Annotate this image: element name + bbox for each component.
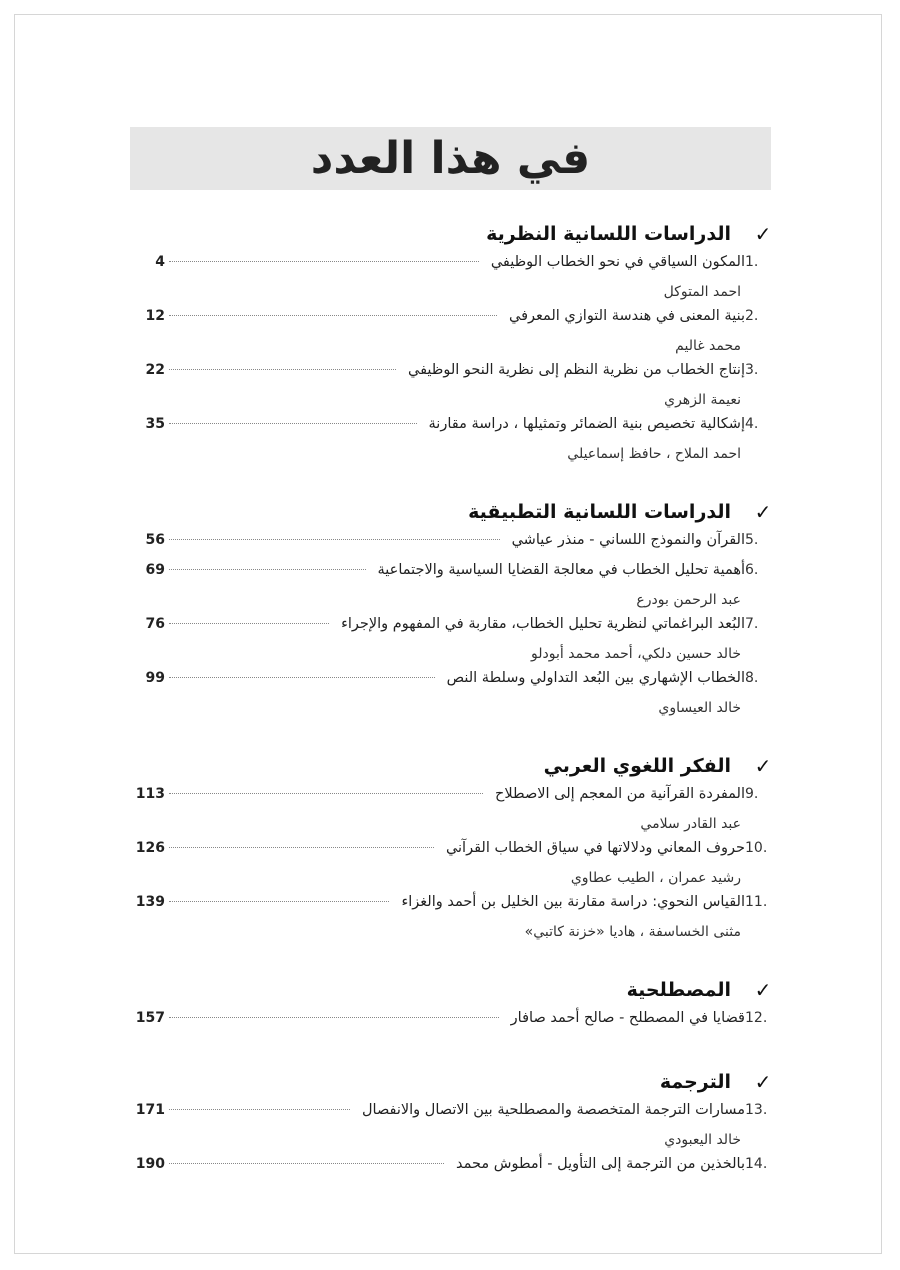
entry-number: 2.: [745, 308, 759, 324]
toc-entry[interactable]: [125, 416, 775, 466]
toc-section: [125, 1066, 775, 1182]
section-title: الترجمة: [659, 1071, 731, 1093]
dot-leader: [169, 676, 435, 678]
entry-number: 5.: [745, 532, 759, 548]
page-number: 35: [145, 416, 165, 432]
checkmark-icon: ✓: [754, 1070, 772, 1094]
entry-author: خالد العيساوي: [658, 700, 741, 716]
toc-section: [125, 750, 775, 944]
toc-entry[interactable]: [125, 254, 775, 304]
section-header: [125, 1066, 775, 1098]
entry-title: القياس النحوي: دراسة مقارنة بين الخليل بن أحمد والغزاء: [401, 894, 745, 910]
toc-entry[interactable]: [125, 1010, 775, 1036]
entry-author: خالد اليعبودي: [664, 1132, 741, 1148]
section-header: [125, 750, 775, 782]
page-number: 4: [155, 254, 165, 270]
entry-author: عبد الرحمن بودرع: [636, 592, 741, 608]
entry-author: مثنى الخساسفة ، هاديا «خزنة كاتبي»: [524, 924, 741, 940]
entry-author: عبد القادر سلامي: [640, 816, 741, 832]
entry-number: 1.: [745, 254, 759, 270]
section-title: الفكر اللغوي العربي: [543, 755, 731, 777]
section-title: الدراسات اللسانية التطبيقية: [468, 501, 731, 523]
entry-title: قضايا في المصطلح - صالح أحمد صافار: [510, 1010, 745, 1026]
entry-title: المكون السياقي في نحو الخطاب الوظيفي: [490, 254, 745, 270]
toc-entry[interactable]: [125, 616, 775, 666]
entry-title: المفردة القرآنية من المعجم إلى الاصطلاح: [495, 786, 745, 802]
entry-title: حروف المعاني ودلالاتها في سياق الخطاب القرآني: [445, 840, 745, 856]
toc-entry[interactable]: [125, 1102, 775, 1152]
entry-title: البُعد البراغماتي لنظرية تحليل الخطاب، مقاربة في المفهوم والإجراء: [341, 616, 745, 632]
toc-section: [125, 496, 775, 720]
dot-leader: [169, 900, 389, 902]
entry-title: بالخذين من الترجمة إلى التأويل - أمطوش محمد: [456, 1156, 745, 1172]
section-header: [125, 496, 775, 528]
page-number: 171: [135, 1102, 165, 1118]
table-of-contents: [125, 218, 775, 1212]
entry-number: 3.: [745, 362, 759, 378]
toc-entry[interactable]: [125, 562, 775, 612]
entry-title: إنتاج الخطاب من نظرية النظم إلى نظرية النحو الوظيفي: [408, 362, 745, 378]
toc-section: [125, 974, 775, 1036]
entry-number: 9.: [745, 786, 759, 802]
dot-leader: [169, 314, 497, 316]
checkmark-icon: ✓: [754, 500, 772, 524]
page-number: 12: [145, 308, 165, 324]
page-number: 157: [135, 1010, 165, 1026]
entry-author: احمد المتوكل: [663, 284, 741, 300]
page-number: 113: [135, 786, 165, 802]
toc-entry[interactable]: [125, 1156, 775, 1182]
toc-entry[interactable]: [125, 840, 775, 890]
toc-entry[interactable]: [125, 362, 775, 412]
page-number: 126: [135, 840, 165, 856]
entry-title: إشكالية تخصيص بنية الضمائر وتمثيلها ، دراسة مقارنة: [428, 416, 745, 432]
dot-leader: [169, 422, 417, 424]
entry-number: 4.: [745, 416, 759, 432]
entry-number: 6.: [745, 562, 759, 578]
dot-leader: [169, 368, 396, 370]
section-header: [125, 218, 775, 250]
page-number: 190: [135, 1156, 165, 1172]
entry-number: 7.: [745, 616, 759, 632]
section-title: المصطلحية: [626, 979, 731, 1001]
page-number: 69: [145, 562, 165, 578]
checkmark-icon: ✓: [754, 222, 772, 246]
entry-author: نعيمة الزهري: [664, 392, 741, 408]
entry-author: محمد غاليم: [675, 338, 741, 354]
toc-entry[interactable]: [125, 670, 775, 720]
entry-title: مسارات الترجمة المتخصصة والمصطلحية بين الاتصال والانفصال: [361, 1102, 745, 1118]
entry-title: بنية المعنى في هندسة التوازي المعرفي: [508, 308, 745, 324]
entry-number: 10.: [745, 840, 768, 856]
section-header: [125, 974, 775, 1006]
dot-leader: [169, 622, 329, 624]
entry-number: 14.: [745, 1156, 768, 1172]
page-number: 76: [145, 616, 165, 632]
entry-author: احمد الملاح ، حافظ إسماعيلي: [567, 446, 741, 462]
dot-leader: [169, 260, 479, 262]
entry-author: رشيد عمران ، الطيب عطاوي: [570, 870, 741, 886]
page-number: 22: [145, 362, 165, 378]
toc-entry[interactable]: [125, 894, 775, 944]
page-number: 56: [145, 532, 165, 548]
entry-title: الخطاب الإشهاري بين البُعد التداولي وسلطة النص: [446, 670, 745, 686]
entry-title: أهمية تحليل الخطاب في معالجة القضايا السياسية والاجتماعية: [377, 562, 745, 578]
section-title: الدراسات اللسانية النظرية: [486, 223, 731, 245]
checkmark-icon: ✓: [754, 754, 772, 778]
dot-leader: [169, 1016, 499, 1018]
page-title: في هذا العدد: [310, 133, 591, 184]
entry-number: 13.: [745, 1102, 768, 1118]
toc-section: [125, 218, 775, 466]
title-banner: [130, 127, 771, 190]
entry-author: خالد حسين دلكي، أحمد محمد أبودلو: [531, 646, 741, 662]
entry-number: 11.: [745, 894, 768, 910]
dot-leader: [169, 846, 434, 848]
dot-leader: [169, 1162, 444, 1164]
toc-entry[interactable]: [125, 308, 775, 358]
page-number: 99: [145, 670, 165, 686]
dot-leader: [169, 792, 483, 794]
dot-leader: [169, 1108, 350, 1110]
toc-entry[interactable]: [125, 532, 775, 558]
toc-entry[interactable]: [125, 786, 775, 836]
dot-leader: [169, 538, 500, 540]
entry-number: 12.: [745, 1010, 768, 1026]
entry-number: 8.: [745, 670, 759, 686]
dot-leader: [169, 568, 366, 570]
checkmark-icon: ✓: [754, 978, 772, 1002]
entry-title: القرآن والنموذج اللساني - منذر عياشي: [511, 532, 745, 548]
page-number: 139: [135, 894, 165, 910]
